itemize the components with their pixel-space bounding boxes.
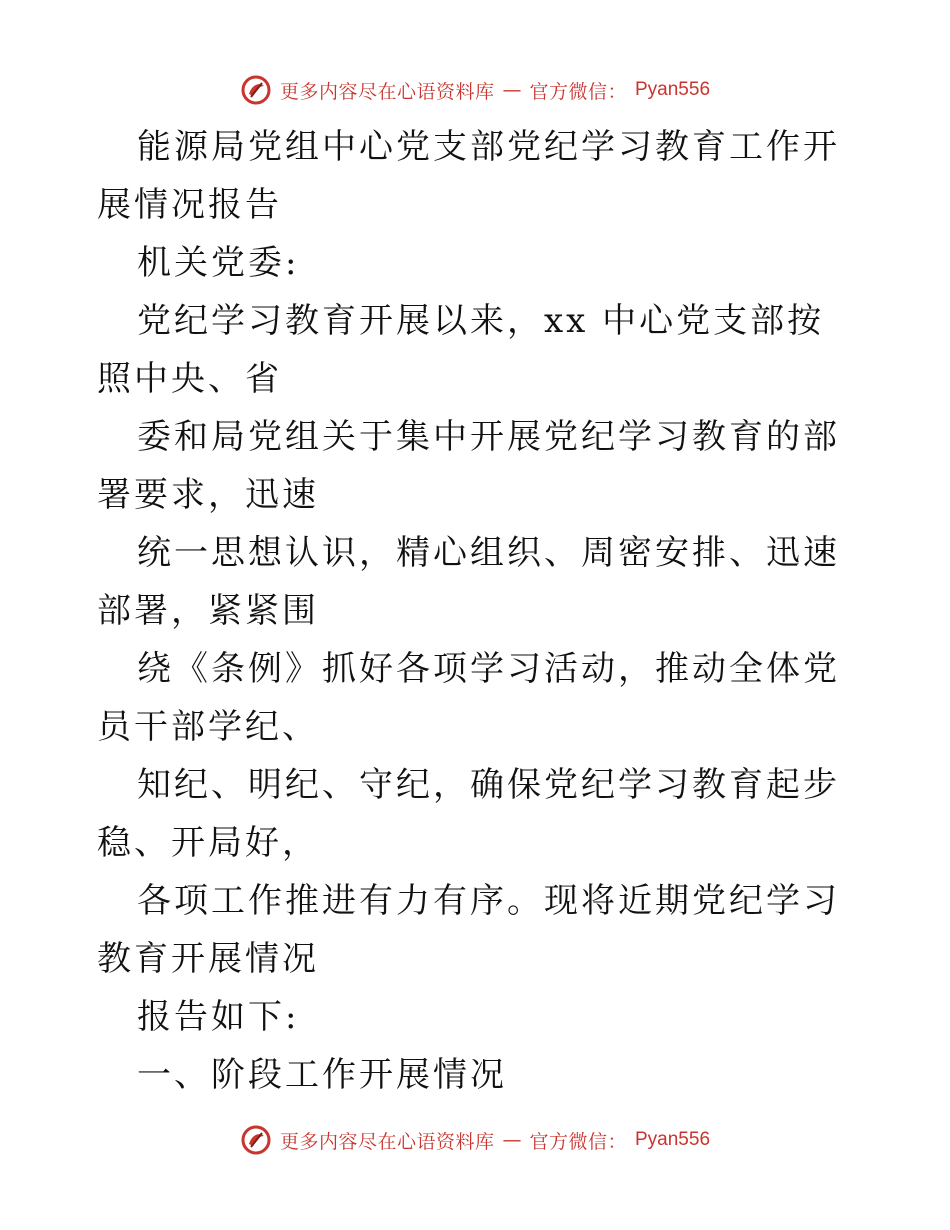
document-title: 能源局党组中心党支部党纪学习教育工作开展情况报告 xyxy=(97,127,840,225)
body-paragraph: 统一思想认识，精心组织、周密安排、迅速部署，紧紧围 xyxy=(97,533,840,631)
body-paragraph: 党纪学习教育开展以来，xx 中心党支部按照中央、省 xyxy=(97,301,825,399)
body-paragraph: 委和局党组关于集中开展党纪学习教育的部署要求，迅速 xyxy=(97,417,840,515)
watermark-separator: — xyxy=(502,1129,522,1151)
watermark-footer xyxy=(0,1120,950,1160)
body-paragraph: 知纪、明纪、守纪，确保党纪学习教育起步稳、开局好， xyxy=(97,765,840,863)
brand-logo-icon xyxy=(240,1124,272,1156)
watermark-site-text: 更多内容尽在心语资料库 xyxy=(279,1130,495,1153)
body-paragraph: 报告如下: xyxy=(137,997,300,1037)
watermark-wechat-label: 官方微信： xyxy=(529,1130,627,1153)
watermark-wechat-label: 官方微信： xyxy=(529,80,627,103)
watermark-wechat-id: Pyan556 xyxy=(635,79,711,100)
watermark-header xyxy=(0,70,950,110)
watermark-separator: — xyxy=(502,79,522,101)
body-paragraph: 各项工作推进有力有序。现将近期党纪学习教育开展情况 xyxy=(97,881,840,979)
body-paragraph: 绕《条例》抓好各项学习活动，推动全体党员干部学纪、 xyxy=(97,649,840,747)
document-body xyxy=(97,118,857,1104)
watermark-site-text: 更多内容尽在心语资料库 xyxy=(279,80,495,103)
watermark-wechat-id: Pyan556 xyxy=(635,1129,711,1150)
salutation: 机关党委: xyxy=(137,243,300,283)
section-heading: 一、阶段工作开展情况 xyxy=(137,1055,507,1095)
brand-logo-icon xyxy=(240,74,272,106)
